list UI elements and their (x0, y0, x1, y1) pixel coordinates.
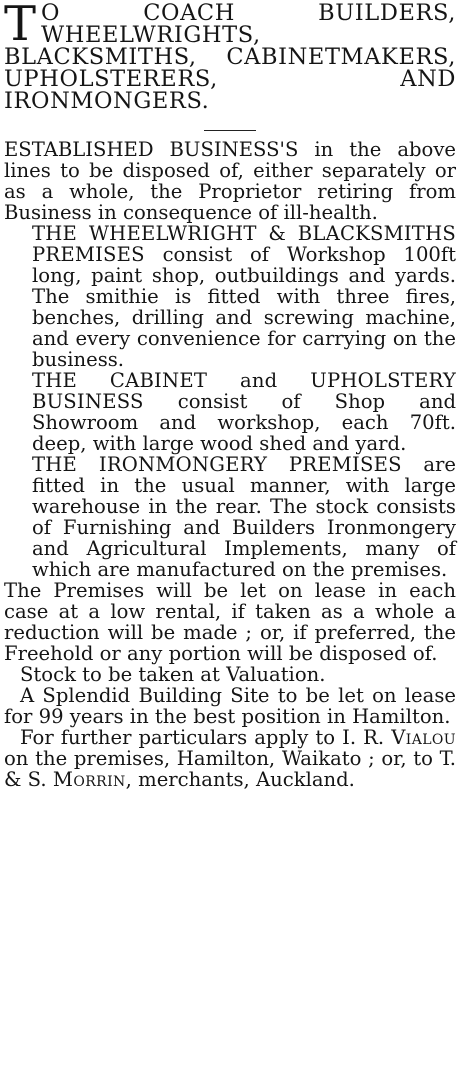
section-text: are fitted in the usual manner, with large warehouse in the rear. The stock consists of Furnishing and Builders Ironmongery and Agricultural Implements, many of which are manufactured on the premises. (32, 453, 457, 581)
section-heading: THE WHEELWRIGHT & BLACKSMITHS PREMISES (32, 222, 456, 266)
section-heading: THE CABINET and UPHOLSTERY BUSINESS (32, 369, 456, 413)
section-text: consist of Shop and Showroom and workshop, each 70ft. deep, with large wood shed and yard. (32, 390, 456, 455)
divider-rule (204, 130, 256, 131)
contact-prefix: For further particulars apply to I. R. (20, 726, 385, 749)
building-site-paragraph: A Splendid Building Site to be let on lease for 99 years in the best position in Hamilton. (4, 684, 456, 728)
lease-paragraph: The Premises will be let on lease in each case at a low rental, if taken as a whole a reduction will be made ; or, if preferred, the Freehold or any portion will be disposed of. (4, 579, 456, 665)
section-cabinet (4, 370, 456, 454)
headline (4, 2, 456, 112)
section-wheelwright (4, 223, 456, 370)
contact-name-morrin: Morrin (52, 768, 126, 791)
section-text: consist of Workshop 100ft long, paint shop, outbuildings and yards. The smithie is fitted with three fires, benches, drilling and screwing machine, and every convenience for carrying on the business. (32, 243, 456, 371)
section-heading: THE IRONMONGERY PREMISES (32, 453, 402, 476)
contact-suffix: , merchants, Auckland. (125, 768, 355, 791)
contact-paragraph (4, 727, 456, 790)
intro-paragraph: ESTABLISHED BUSINESS'S in the above lines to be disposed of, either separately or as a whole, the Proprietor retiring from Business in consequence of ill-health. (4, 138, 456, 224)
contact-middle: on the premises, Hamilton, Waikato ; or, to T. & S. (4, 747, 456, 791)
section-ironmongery (4, 454, 456, 580)
headline-text: O COACH BUILDERS, WHEELWRIGHTS, BLACKSMITHS, CABINETMAKERS, UPHOLSTERERS, AND IRONMONGERS. (4, 0, 456, 114)
stock-paragraph: Stock to be taken at Valuation. (20, 663, 326, 686)
drop-cap: T (4, 0, 37, 52)
contact-name-vialou: Vialou (391, 726, 456, 749)
